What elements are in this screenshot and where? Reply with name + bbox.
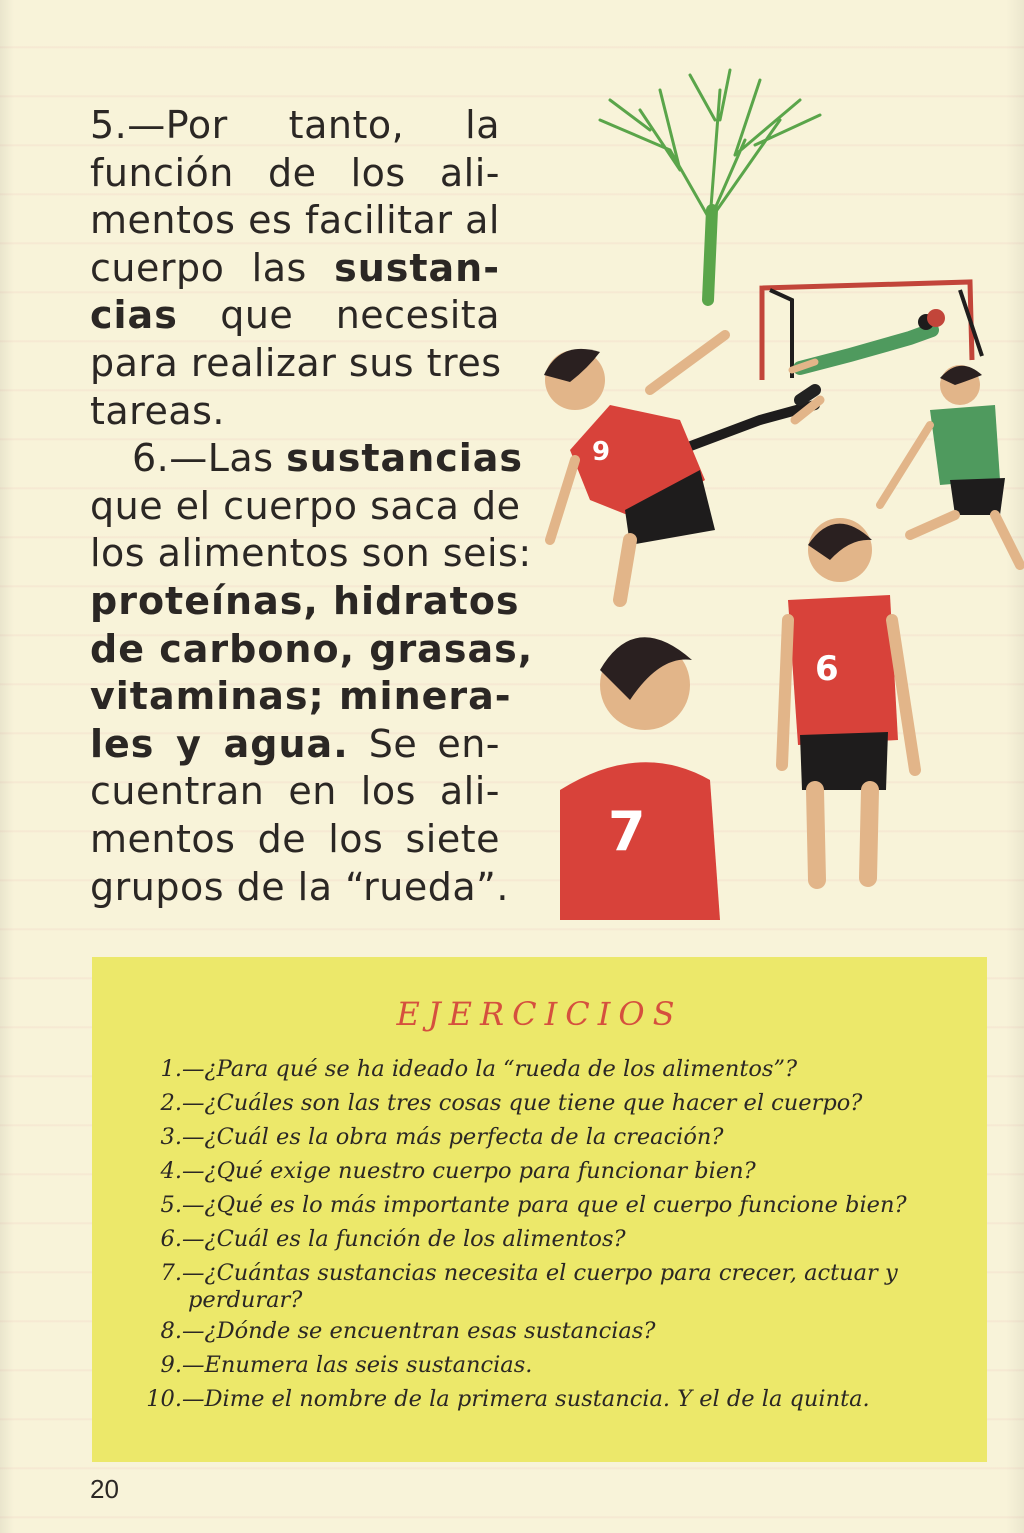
paragraph-line bbox=[90, 292, 500, 340]
paragraph-bold-text: sustan- bbox=[334, 245, 500, 290]
page-number: 20 bbox=[90, 1474, 119, 1504]
paragraph-line bbox=[90, 673, 512, 721]
exercise-number: 8. bbox=[160, 1318, 182, 1344]
paragraph-line: 5.—Por tanto, la bbox=[90, 103, 500, 147]
paragraph-text: 6.—Las bbox=[132, 436, 287, 481]
exercise-item bbox=[112, 1154, 972, 1188]
exercise-text: —¿Cuál es la función de los alimentos? bbox=[182, 1226, 626, 1252]
exercise-item bbox=[112, 1086, 972, 1120]
player-6-figure bbox=[782, 518, 915, 880]
exercise-number: 7. bbox=[160, 1260, 182, 1286]
exercise-item bbox=[112, 1314, 972, 1348]
jersey-number-6: 6 bbox=[815, 649, 839, 689]
exercise-item bbox=[112, 1256, 972, 1314]
exercise-text: —Dime el nombre de la primera sustancia. Y el de la quinta. bbox=[182, 1386, 870, 1412]
tree-drawing bbox=[600, 70, 820, 300]
paragraph-line bbox=[90, 721, 500, 769]
exercise-number: 10. bbox=[146, 1386, 182, 1412]
paragraph-line bbox=[90, 578, 520, 626]
paragraph-bold-text: les y agua. bbox=[90, 721, 349, 766]
paragraph-line bbox=[90, 435, 524, 483]
exercise-text: —¿Cuáles son las tres cosas que tiene que hacer el cuerpo? bbox=[182, 1090, 863, 1116]
paragraph-text: cuerpo las bbox=[90, 245, 335, 290]
jersey-number-9: 9 bbox=[592, 437, 611, 467]
exercise-number: 3. bbox=[160, 1124, 182, 1150]
paragraph-line: mentos de los siete bbox=[90, 816, 500, 861]
paragraph-bold-text: sustancias bbox=[286, 436, 524, 481]
exercise-text-continuation: perdurar? bbox=[188, 1287, 303, 1313]
exercise-number: 2. bbox=[160, 1090, 182, 1116]
exercise-text: —¿Dónde se encuentran esas sustancias? bbox=[182, 1318, 656, 1344]
football-illustration bbox=[530, 60, 1024, 930]
exercise-item bbox=[112, 1052, 972, 1086]
player-9-figure bbox=[544, 335, 820, 600]
exercise-number: 5. bbox=[160, 1192, 182, 1218]
paragraph-line: grupos de la “rueda”. bbox=[90, 864, 509, 909]
exercise-text: —¿Cuántas sustancias necesita el cuerpo para crecer, actuar y bbox=[182, 1260, 898, 1286]
paragraph-line: los alimentos son seis: bbox=[90, 531, 532, 576]
exercise-number: 9. bbox=[160, 1352, 182, 1378]
green-player-figure bbox=[880, 365, 1020, 565]
paragraph-line: que el cuerpo saca de bbox=[90, 483, 521, 528]
paragraph-line: mentos es facilitar al bbox=[90, 198, 500, 243]
paragraph-line bbox=[90, 245, 500, 293]
exercise-text: —¿Cuál es la obra más perfecta de la creación? bbox=[182, 1124, 724, 1150]
exercises-list bbox=[112, 1052, 972, 1416]
paragraph-line: para realizar sus tres bbox=[90, 340, 502, 385]
paragraph-line bbox=[90, 626, 534, 674]
exercises-title: EJERCICIOS bbox=[396, 995, 683, 1033]
exercise-item bbox=[112, 1120, 972, 1154]
exercise-text: —Enumera las seis sustancias. bbox=[182, 1352, 533, 1378]
exercise-text: —¿Qué es lo más importante para que el cuerpo funcione bien? bbox=[182, 1192, 907, 1218]
paragraph-line: cuentran en los ali- bbox=[90, 769, 500, 814]
exercise-item bbox=[112, 1222, 972, 1256]
goalkeeper-figure bbox=[792, 309, 945, 370]
paragraph-text: que necesita bbox=[177, 293, 500, 338]
exercise-item bbox=[112, 1382, 972, 1416]
exercise-number: 4. bbox=[160, 1158, 182, 1184]
exercise-text: —¿Para qué se ha ideado la “rueda de los alimentos”? bbox=[182, 1056, 798, 1082]
exercise-number: 6. bbox=[160, 1226, 182, 1252]
paragraph-bold-text: proteínas, hidratos bbox=[90, 578, 520, 623]
paragraph-text: Se en- bbox=[348, 721, 500, 766]
paragraph-bold-text: vitaminas; minera- bbox=[90, 674, 512, 719]
paragraph-bold-text: cias bbox=[90, 293, 178, 338]
exercise-number: 1. bbox=[160, 1056, 182, 1082]
jersey-number-7: 7 bbox=[608, 800, 646, 863]
main-paragraph bbox=[90, 102, 534, 911]
exercises-box bbox=[92, 957, 987, 1462]
exercise-text: —¿Qué exige nuestro cuerpo para funcionar bien? bbox=[182, 1158, 756, 1184]
paragraph-bold-text: de carbono, grasas, bbox=[90, 626, 534, 671]
paragraph-line: tareas. bbox=[90, 388, 226, 433]
paragraph-line: función de los ali- bbox=[90, 150, 500, 195]
exercise-item bbox=[112, 1188, 972, 1222]
exercise-item bbox=[112, 1348, 972, 1382]
player-7-figure bbox=[560, 637, 720, 920]
